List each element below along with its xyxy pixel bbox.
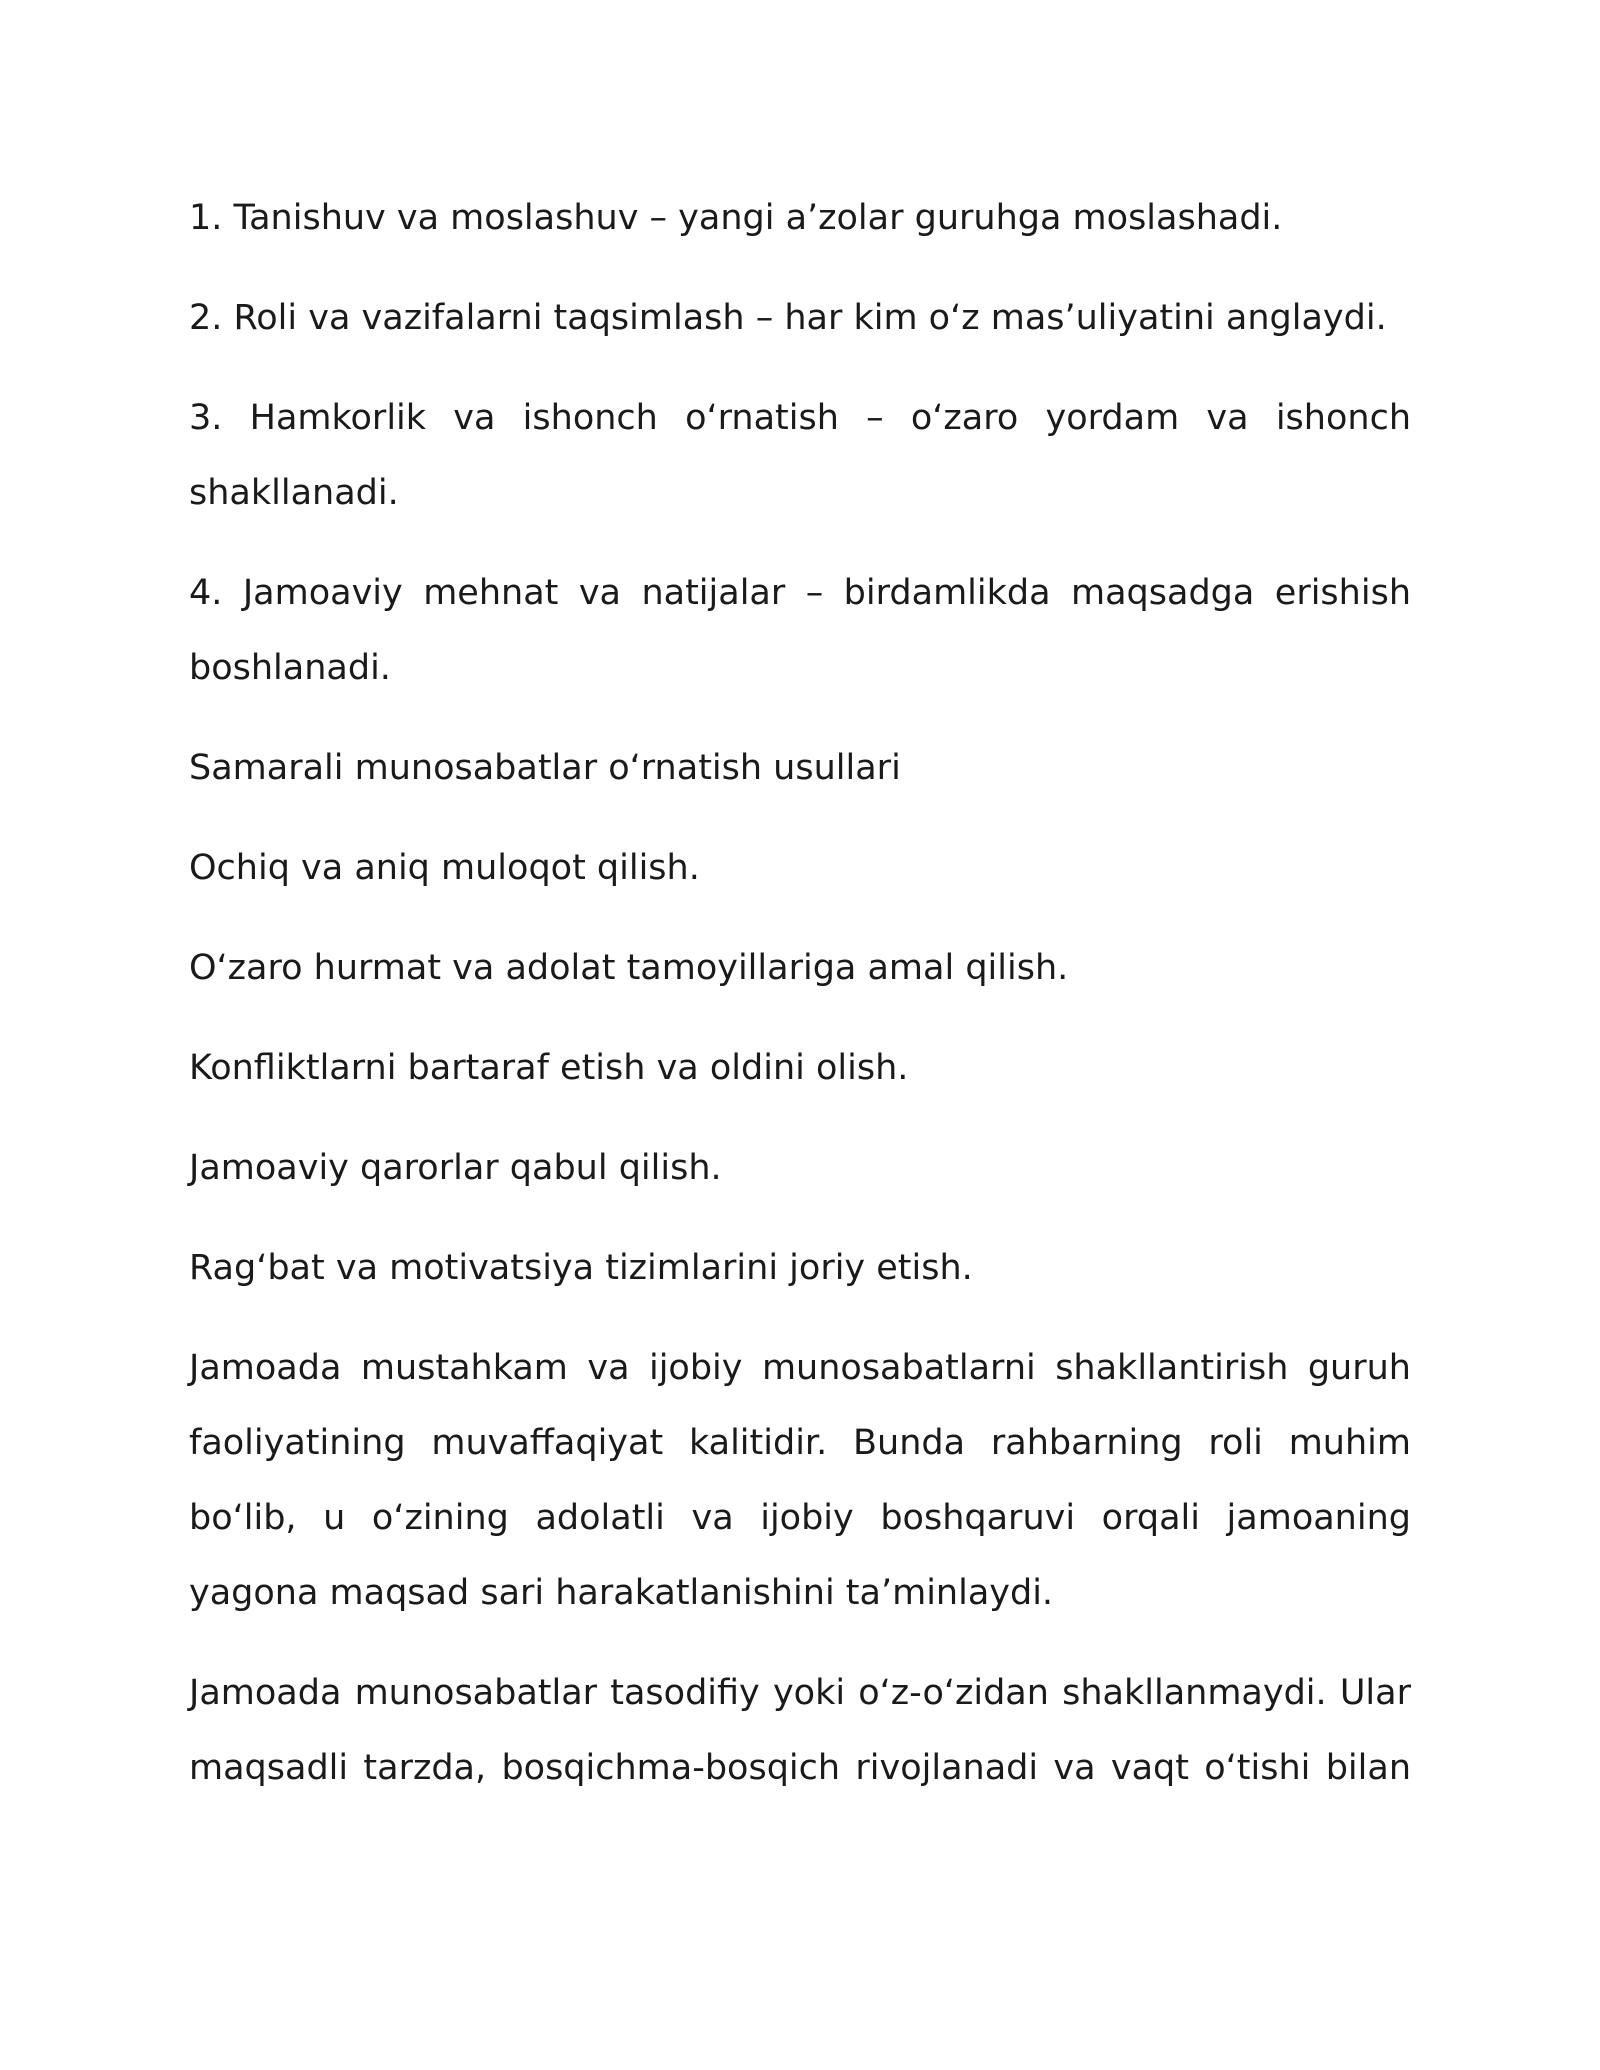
method-item-2: O‘zaro hurmat va adolat tamoyillariga amal qilish. <box>189 948 1069 988</box>
list-item-4: 4. Jamoaviy mehnat va natijalar – birdamlikda maqsadga erishish boshlanadi. <box>189 573 1411 688</box>
document-page <box>189 181 1411 1831</box>
method-item-1: Ochiq va aniq muloqot qilish. <box>189 848 700 888</box>
body-paragraph-1: Jamoada mustahkam va ijobiy munosabatlarni shakllantirish guruh faoliyatining muvaffaqiyat kalitidir. Bunda rahbarning roli muhim bo‘lib, u o‘zining adolatli va ijobiy boshqaruvi orqali jamoaning yagona maqsad sari harakatlanishini ta’minlaydi. <box>189 1348 1411 1613</box>
section-heading: Samarali munosabatlar o‘rnatish usullari <box>189 748 901 788</box>
list-item-2: 2. Roli va vazifalarni taqsimlash – har kim o‘z mas’uliyatini anglaydi. <box>189 298 1387 338</box>
body-paragraph-2: Jamoada munosabatlar tasodifiy yoki o‘z-o‘zidan shakllanmaydi. Ular maqsadli tarzda, bosqichma-bosqich rivojlanadi va vaqt o‘tishi bilan <box>189 1673 1411 1788</box>
method-item-3: Konfliktlarni bartaraf etish va oldini olish. <box>189 1048 909 1088</box>
method-item-5: Rag‘bat va motivatsiya tizimlarini joriy etish. <box>189 1248 973 1288</box>
method-item-4: Jamoaviy qarorlar qabul qilish. <box>189 1148 722 1188</box>
list-item-1: 1. Tanishuv va moslashuv – yangi a’zolar guruhga moslashadi. <box>189 198 1283 238</box>
list-item-3: 3. Hamkorlik va ishonch o‘rnatish – o‘zaro yordam va ishonch shakllanadi. <box>189 398 1411 513</box>
